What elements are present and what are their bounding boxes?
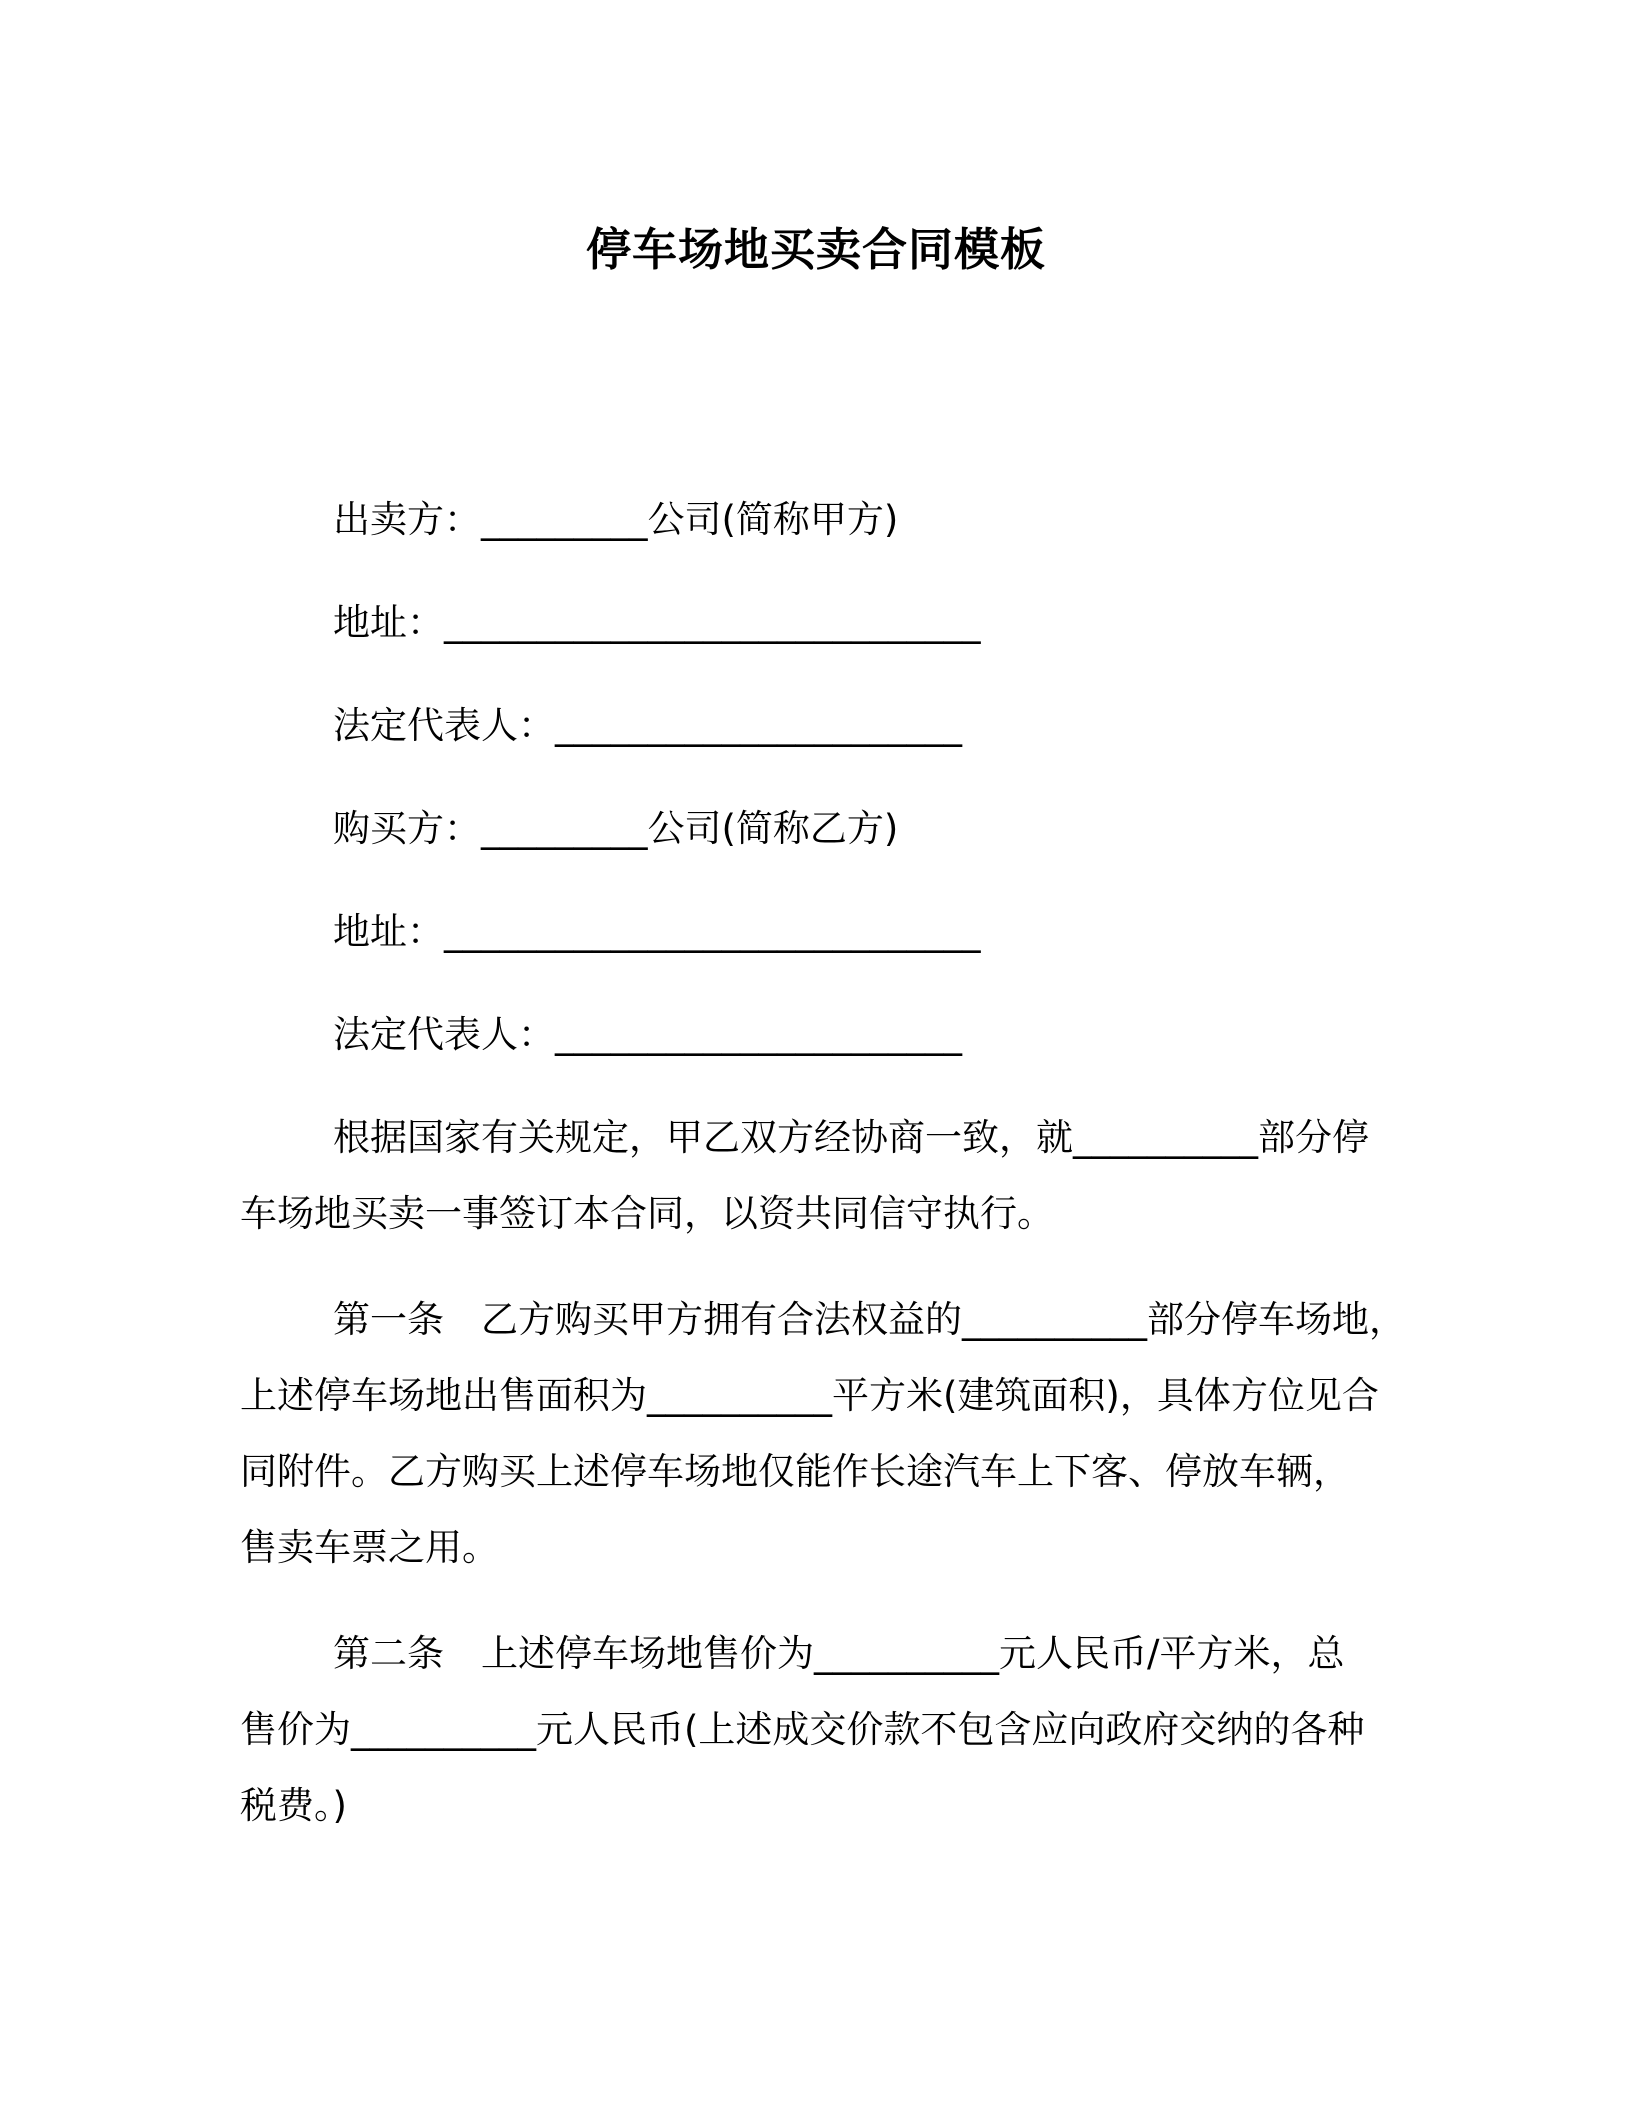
buyer-address-field: 地址：_____________________________ — [333, 910, 981, 953]
paragraph-text: 第一条 乙方购买甲方拥有合法权益的__________部分停车场地， — [333, 1298, 1406, 1341]
paragraph-line — [240, 1510, 1390, 1586]
paragraph-text: 同附件。乙方购买上述停车场地仅能作长途汽车上下客、停放车辆， — [240, 1450, 1350, 1493]
article-1-paragraph — [240, 1282, 1406, 1586]
seller-address-field: 地址：_____________________________ — [333, 601, 981, 644]
buyer-representative-field: 法定代表人：______________________ — [333, 1013, 962, 1056]
paragraph-text: 售卖车票之用。 — [240, 1526, 499, 1569]
paragraph-text: 售价为__________元人民币(上述成交价款不包含应向政府交纳的各种 — [240, 1708, 1365, 1751]
paragraph-line — [240, 1768, 1390, 1844]
seller-field: 出卖方：_________公司(简称甲方) — [333, 498, 899, 541]
paragraph-line — [240, 1434, 1390, 1510]
paragraph-text: 上述停车场地出售面积为__________平方米(建筑面积)，具体方位见合 — [240, 1374, 1379, 1417]
paragraph-text: 车场地买卖一事签订本合同，以资共同信守执行。 — [240, 1192, 1054, 1235]
paragraph-text: 第二条 上述停车场地售价为__________元人民币/平方米，总 — [333, 1632, 1345, 1675]
paragraph-text: 根据国家有关规定，甲乙双方经协商一致，就__________部分停 — [333, 1116, 1369, 1159]
article-2-paragraph — [240, 1616, 1390, 1844]
paragraph-line — [240, 1100, 1390, 1176]
paragraph-line — [240, 1176, 1390, 1252]
buyer-field: 购买方：_________公司(简称乙方) — [333, 807, 899, 850]
paragraph-line — [240, 1358, 1390, 1434]
paragraph-text: 税费。) — [240, 1784, 347, 1827]
seller-representative-field: 法定代表人：______________________ — [333, 704, 962, 747]
document-title: 停车场地买卖合同模板 — [585, 223, 1046, 276]
preamble-paragraph — [240, 1100, 1390, 1252]
paragraph-line — [240, 1282, 1406, 1358]
paragraph-line — [240, 1616, 1390, 1692]
paragraph-line — [240, 1692, 1390, 1768]
